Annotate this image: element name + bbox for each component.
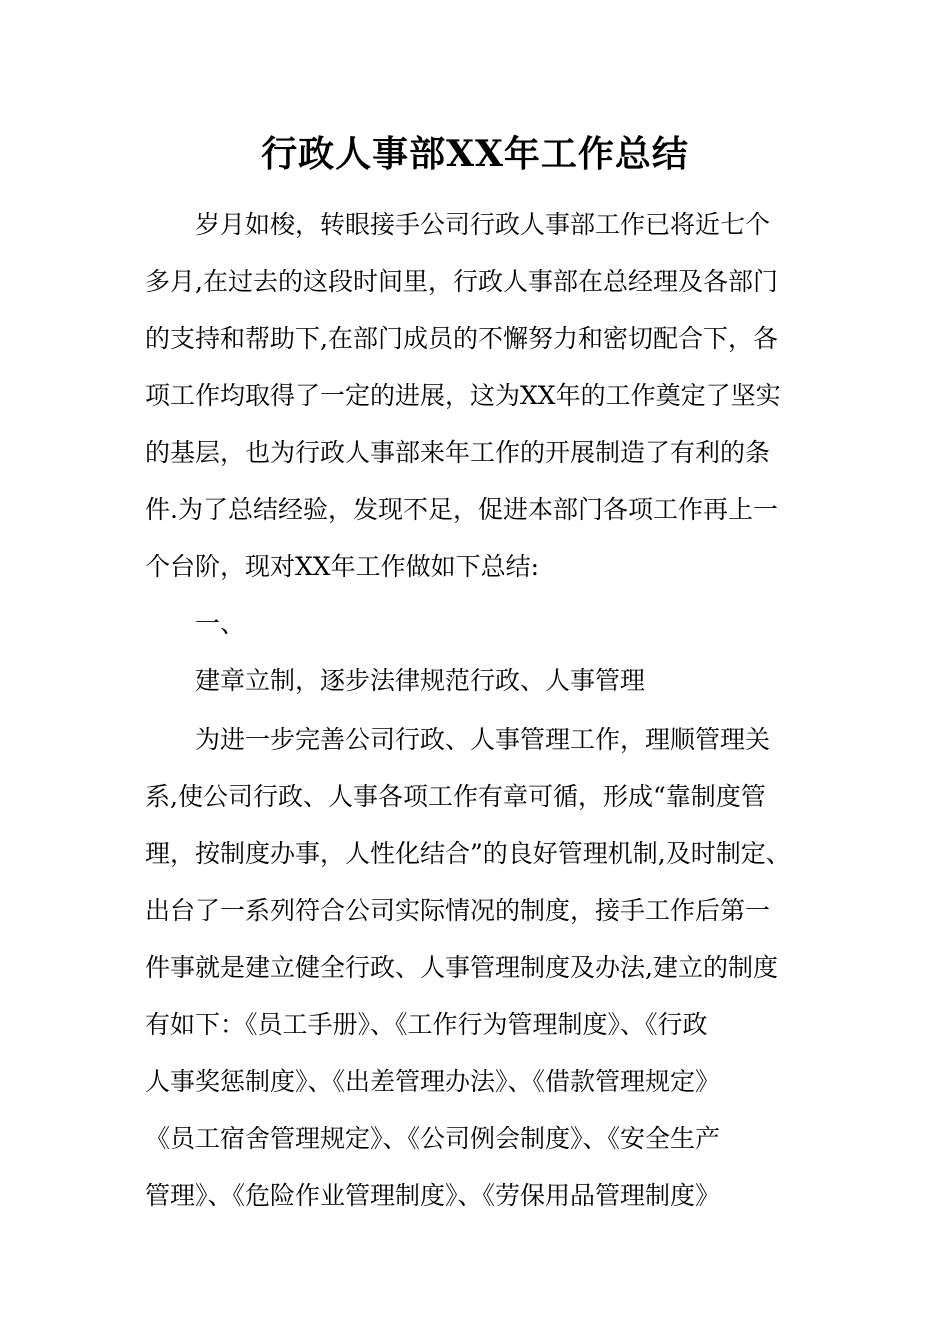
paragraph-line: 的支持和帮助下,在部门成员的不懈努力和密切配合下，各 [145, 324, 778, 353]
paragraph-line: 项工作均取得了一定的进展，这为XX年的工作奠定了坚实 [145, 381, 781, 410]
paragraph-line: 有如下：《员工手册》、《工作行为管理制度》、《行政 [145, 1010, 708, 1039]
section-heading: 建章立制，逐步法律规范行政、人事管理 [145, 666, 646, 695]
document-title: 行政人事部XX年工作总结 [261, 133, 689, 175]
section-number: 一、 [145, 609, 246, 638]
paragraph-line: 件事就是建立健全行政、人事管理制度及办法,建立的制度 [145, 953, 778, 982]
paragraph-line: 个台阶，现对XX年工作做如下总结: [145, 552, 540, 581]
paragraph-line: 的基层，也为行政人事部来年工作的开展制造了有利的条 [145, 438, 771, 467]
paragraph-line: 管理》、《危险作业管理制度》、《劳保用品管理制度》 [145, 1181, 721, 1210]
paragraph-line: 《员工宿舍管理规定》、《公司例会制度》、《安全生产 [145, 1124, 721, 1153]
paragraph-line: 岁月如梭，转眼接手公司行政人事部工作已将近七个 [145, 210, 771, 239]
paragraph-line: 系,使公司行政、人事各项工作有章可循，形成“靠制度管 [145, 782, 766, 811]
paragraph-line: 理，按制度办事，人性化结合”的良好管理机制,及时制定、 [145, 839, 791, 868]
paragraph-line: 件.为了总结经验，发现不足，促进本部门各项工作再上一 [145, 495, 778, 524]
paragraph-line: 人事奖惩制度》、《出差管理办法》、《借款管理规定》 [145, 1067, 721, 1096]
paragraph-line: 为进一步完善公司行政、人事管理工作，理顺管理关 [145, 725, 771, 754]
paragraph-line: 出台了一系列符合公司实际情况的制度，接手工作后第一 [145, 896, 771, 925]
paragraph-line: 多月,在过去的这段时间里，行政人事部在总经理及各部门 [145, 267, 778, 296]
